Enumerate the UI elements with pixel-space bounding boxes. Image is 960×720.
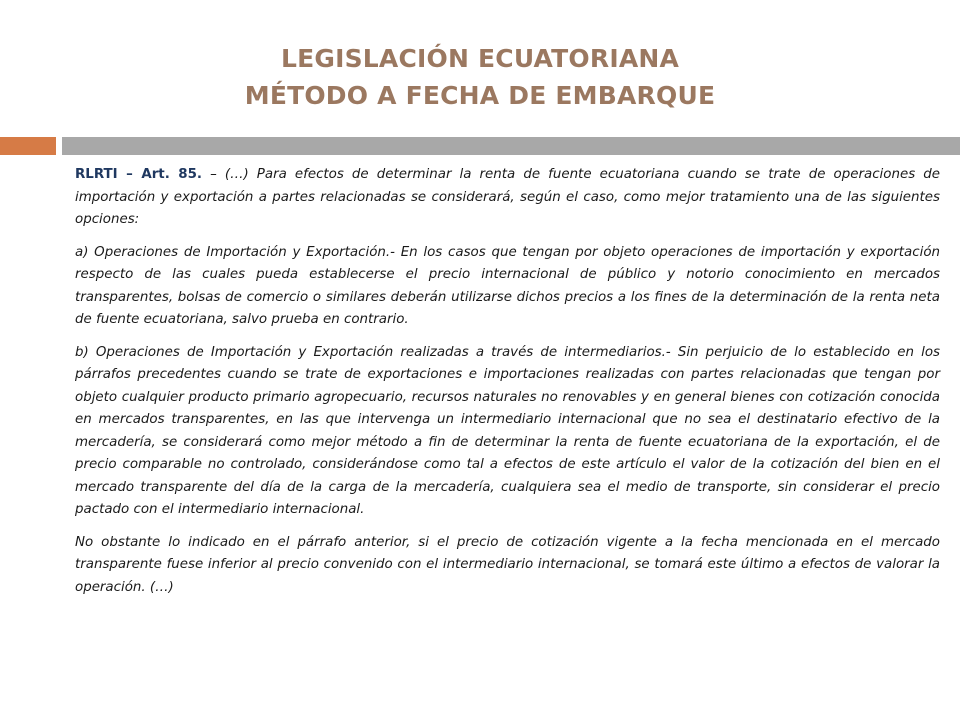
slide-title-line-1: LEGISLACIÓN ECUATORIANA bbox=[280, 44, 680, 73]
paragraph-b: b) Operaciones de Importación y Exportación realizadas a través de intermediarios.- Sin perjuicio de lo establecido en los párrafos precedentes cuando se trate de exportaciones e importaciones realizadas con partes relacionadas que tengan por objeto cualquier producto primario agropecuario, recursos naturales no renovables y en general bienes con cotización conocida en mercados transparentes, en las que intervenga un intermediario internacional que no sea el destinatario efectivo de la mercadería, se considerará como mejor método a fin de determinar la renta de fuente ecuatoriana de la exportación, el de precio comparable no controlado, considerándose como tal a efectos de este artículo el valor de la cotización del bien en el mercado transparente del día de la carga de la mercadería, cualquiera sea el medio de transporte, sin considerar el precio pactado con el intermediario internacional. bbox=[75, 344, 940, 517]
paragraph-c: No obstante lo indicado en el párrafo anterior, si el precio de cotización vigente a la fecha mencionada en el mercado transparente fuese inferior al precio convenido con el intermediario internacional, se tomará este último a efectos de valorar la operación. (…) bbox=[75, 534, 940, 595]
accent-bar-gray bbox=[62, 137, 960, 155]
slide-body bbox=[75, 164, 940, 609]
slide-title bbox=[0, 40, 960, 114]
intro-paragraph bbox=[75, 164, 940, 232]
paragraph-a: a) Operaciones de Importación y Exportación.- En los casos que tengan por objeto operaciones de importación y exportación respecto de las cuales pueda establecerse el precio internacional de público y notorio conocimiento en mercados transparentes, bolsas de comercio o similares deberán utilizarse dichos precios a los fines de la determinación de la renta neta de fuente ecuatoriana, salvo prueba en contrario. bbox=[75, 244, 940, 327]
slide-title-line-2: MÉTODO A FECHA DE EMBARQUE bbox=[244, 81, 716, 110]
article-reference: RLRTI – Art. 85. bbox=[75, 167, 203, 182]
intro-text: – (…) Para efectos de determinar la renta de fuente ecuatoriana cuando se trate de operaciones de importación y exportación a partes relacionadas se considerará, según el caso, como mejor tratamiento una de las siguientes opciones: bbox=[75, 167, 940, 227]
accent-bar-orange bbox=[0, 137, 56, 155]
